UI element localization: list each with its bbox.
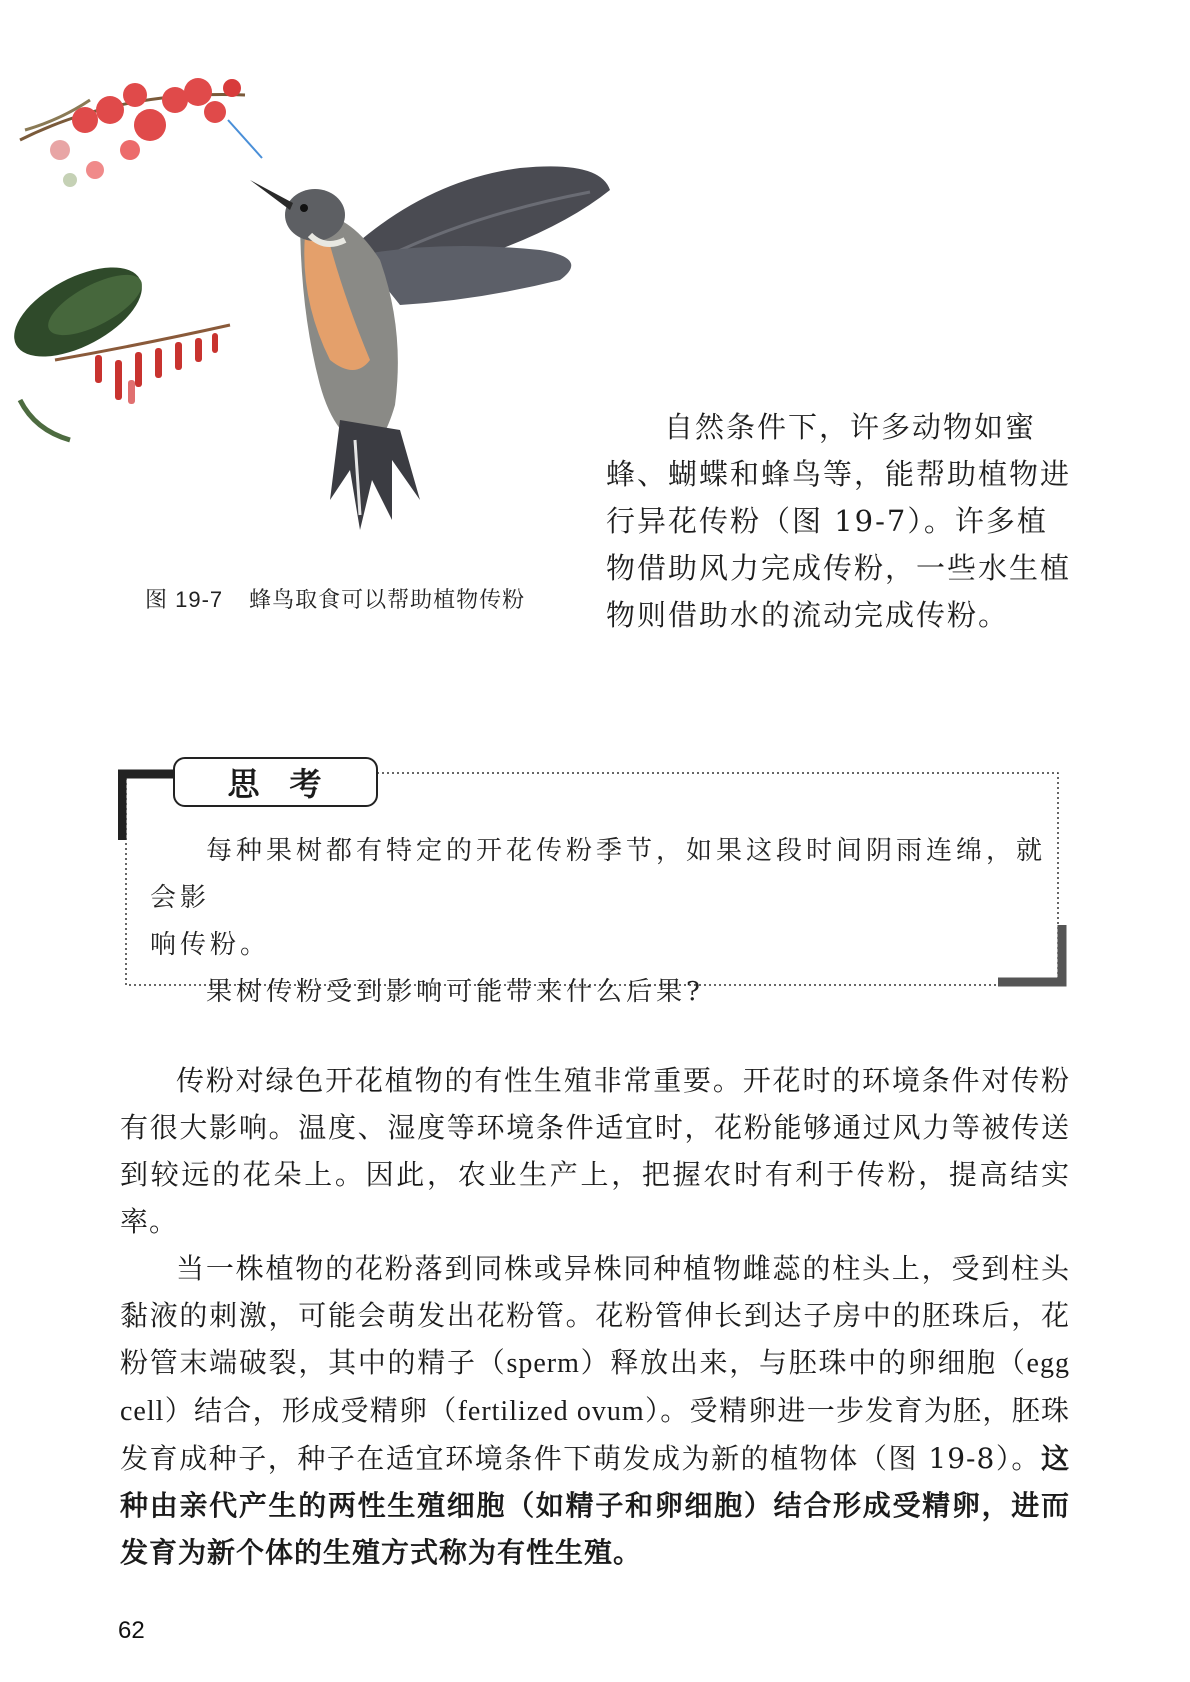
main-text	[120, 1057, 1070, 1576]
think-question-line1-cont: 响传粉。	[150, 930, 271, 960]
figure-caption	[145, 583, 525, 614]
term-sperm: sperm	[506, 1348, 580, 1379]
para2-part-b: ）释放出来，与胚珠中的卵细胞（	[579, 1346, 1027, 1379]
term-fertilized-ovum: fertilized ovum	[457, 1396, 645, 1427]
paragraph-sexual-reproduction	[120, 1245, 1070, 1576]
para2-part-a: 当一株植物的花粉落到同株或异株同种植物雌蕊的柱头上，受到柱头黏液的刺激，可能会萌发出花粉管。花粉管伸长到达子房中的胚珠后，花粉管末端破裂，其中的精子（	[120, 1252, 1070, 1379]
figure-caption-text: 蜂鸟取食可以帮助植物传粉	[249, 588, 526, 613]
paragraph-pollination-importance: 传粉对绿色开花植物的有性生殖非常重要。开花时的环境条件对传粉有很大影响。温度、湿度等环境条件适宜时，花粉能够通过风力等被传送到较远的花朵上。因此，农业生产上，把握农时有利于传粉，提高结实率。	[120, 1064, 1070, 1238]
side-paragraph-text: 自然条件下，许多动物如蜜蜂、蝴蝶和蜂鸟等，能帮助植物进行异花传粉（图 19-7）。许多植物借助风力完成传粉，一些水生植物则借助水的流动完成传粉。	[606, 410, 1072, 632]
hummingbird-illustration	[0, 0, 640, 560]
think-question-line1: 每种果树都有特定的开花传粉季节，如果这段时间阴雨连绵，就会影	[150, 836, 1047, 913]
hummingbird	[250, 166, 610, 530]
para2-part-c: ）结合，形成受精卵（	[164, 1394, 458, 1427]
think-question-line2: 果树传粉受到影响可能带来什么后果?	[206, 977, 704, 1007]
term-egg-cell: egg cell	[120, 1348, 1070, 1427]
figure-number: 图 19-7	[145, 587, 224, 612]
page-number: 62	[118, 1617, 145, 1644]
think-box-title: 思考	[173, 757, 378, 807]
definition-sexual-reproduction: 这种由亲代产生的两性生殖细胞（如精子和卵细胞）结合形成受精卵，进而发育为新个体的生殖方式称为有性生殖。	[120, 1442, 1070, 1569]
think-box-body	[150, 828, 1050, 1016]
side-paragraph	[606, 404, 1076, 639]
para2-part-d: ）。受精卵进一步发育为胚，胚珠发育成种子，种子在适宜环境条件下萌发成为新的植物体（图 19-8）。	[120, 1394, 1070, 1475]
upper-flowers	[20, 78, 262, 187]
